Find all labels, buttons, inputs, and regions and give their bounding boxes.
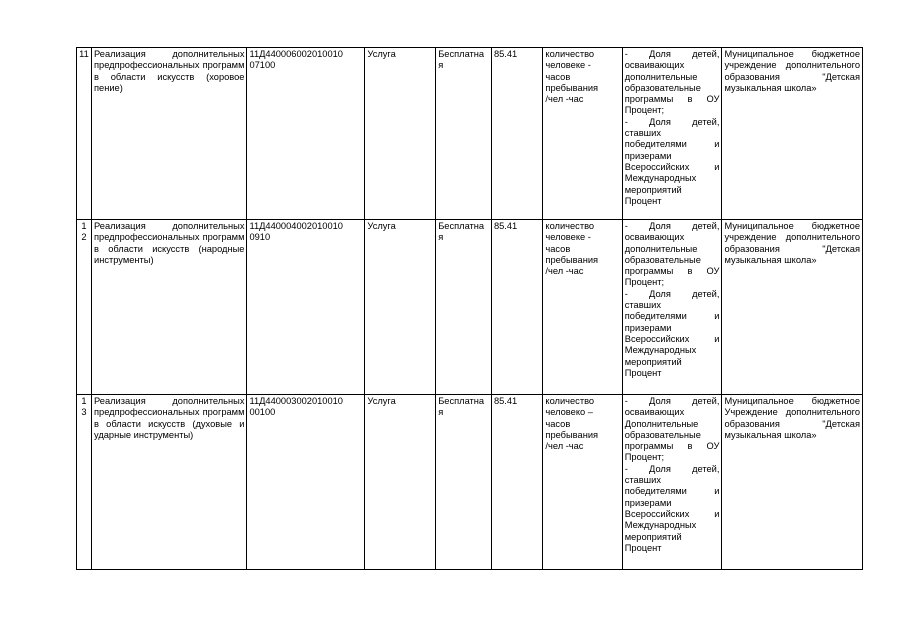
quality-indicators: - Доля детей, осваивающих Дополнительные образовательные программы в ОУ Процент; - Доля детей, ставших победителями и призерами Всероссийских и Международных мероприятий Процент [622,395,722,570]
service-name: Реализация дополнительных предпрофессиональных программ в области искусств (духовые и ударные инструменты) [92,395,247,570]
service-type: Услуга [365,395,436,570]
okved-code: 85.41 [491,220,542,395]
service-name: Реализация дополнительных предпрофессиональных программ в области искусств (хоровое пение) [92,48,247,220]
services-table [76,47,863,570]
registry-code: 11Д440006002010010 07100 [247,48,365,220]
row-number: 11 [77,48,92,220]
payment-type: Бесплатна я [436,220,492,395]
registry-code: 11Д440003002010010 00100 [247,395,365,570]
registry-code: 11Д440004002010010 0910 [247,220,365,395]
service-name: Реализация дополнительных предпрофессиональных программ в области искусств (народные инструменты) [92,220,247,395]
quality-indicators: - Доля детей, осваивающих дополнительные образовательные программы в ОУ Процент; - Доля детей, ставших победителями и призерами Всероссийских и Международных мероприятий Процент [622,48,722,220]
quality-indicators: - Доля детей, осваивающих дополнительные образовательные программы в ОУ Процент; - Доля детей, ставших победителями и призерами Всероссийских и Международных мероприятий Процент [622,220,722,395]
volume-unit: количество человеке - часов пребывания /чел -час [543,48,622,220]
payment-type: Бесплатна я [436,48,492,220]
row-number: 12 [77,220,92,395]
service-type: Услуга [365,48,436,220]
row-number: 13 [77,395,92,570]
table-row [77,395,863,570]
okved-code: 85.41 [491,48,542,220]
table-row [77,48,863,220]
table-row [77,220,863,395]
service-type: Услуга [365,220,436,395]
volume-unit: количество человеко – часов пребывания /чел -час [543,395,622,570]
provider-organization: Муниципальное бюджетное учреждение дополнительного образования "Детская музыкальная школа» [722,48,863,220]
payment-type: Бесплатна я [436,395,492,570]
okved-code: 85.41 [491,395,542,570]
provider-organization: Муниципальное бюджетное учреждение дополнительного образования "Детская музыкальная школа» [722,220,863,395]
provider-organization: Муниципальное бюджетное Учреждение дополнительного образования "Детская музыкальная школа» [722,395,863,570]
volume-unit: количество человеке - часов пребывания /чел -час [543,220,622,395]
